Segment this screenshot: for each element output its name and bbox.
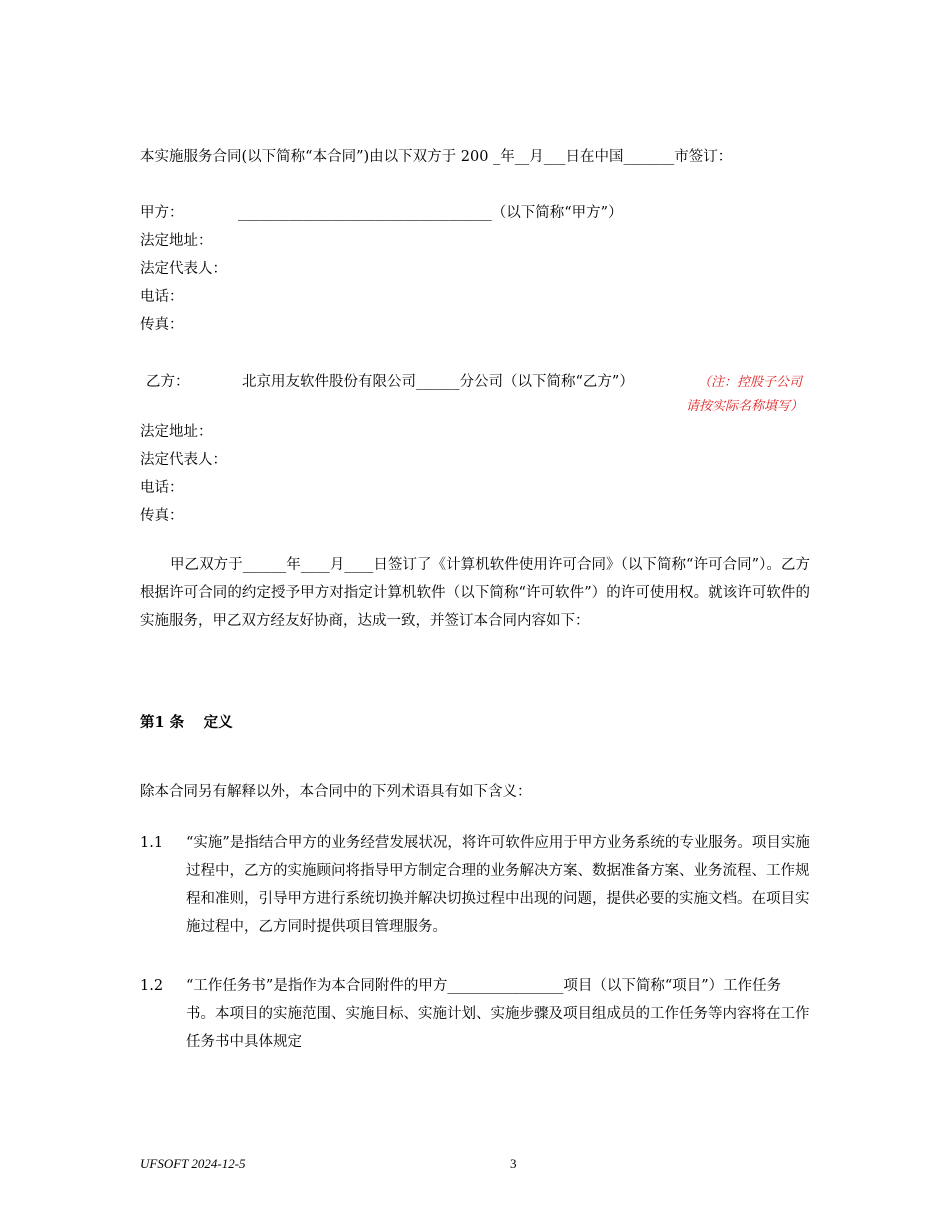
party-b-fax: 传真： — [140, 508, 184, 524]
item-1-1-text: “实施”是指结合甲方的业务经营发展状况，将许可软件应用于甲方业务系统的专业服务。项目实施过程中，乙方的实施顾问将指导甲方制定合理的业务解决方案、数据准备方案、业务流程、工作规程和准则，引导甲方进行系统切换并解决切换过程中出现的问题，提供必要的实施文档。在项目实施过程中，乙方同时提供项目管理服务。 — [186, 835, 810, 935]
item-1-2-text: “工作任务书”是指作为本合同附件的甲方________________项目（以下简称“项目”）工作任务书。本项目的实施范围、实施目标、实施计划、实施步骤及项目组成员的工作任务等内容将在工作任务书中具体规定 — [186, 978, 810, 1050]
party-b-rep: 法定代表人： — [140, 452, 227, 468]
party-b-phone: 电话： — [140, 480, 184, 496]
party-a-label: 甲方： — [140, 205, 184, 221]
party-a-fax: 传真： — [140, 317, 184, 333]
party-a-rep: 法定代表人： — [140, 261, 227, 277]
item-1-2-number: 1.2 — [140, 978, 164, 994]
party-b-value: 北京用友软件股份有限公司______分公司（以下简称“乙方”） — [242, 374, 634, 390]
item-1-1-number: 1.1 — [140, 835, 164, 851]
party-a-address: 法定地址： — [140, 233, 213, 249]
article-1-lead: 除本合同另有解释以外，本合同中的下列术语具有如下含义： — [140, 784, 532, 800]
footer-label: UFSOFT 2024-12-5 — [140, 1156, 246, 1171]
party-b-address: 法定地址： — [140, 424, 213, 440]
party-a-phone: 电话： — [140, 289, 184, 305]
party-b-note-line1: （注：控股子公司 — [698, 375, 803, 390]
party-b-note-line2: 请按实际名称填写） — [686, 399, 804, 414]
page-number: 3 — [510, 1156, 517, 1171]
article-1-title: 第1 条 定义 — [140, 714, 233, 731]
party-a-value: ___________________________________（以下简称“甲方”） — [238, 205, 623, 221]
preamble-paragraph: 甲乙双方于______年____月____日签订了《计算机软件使用许可合同》（以下简称“许可合同”）。乙方根据许可合同的约定授予甲方对指定计算机软件（以下简称“许可软件”）的许可使用权。就该许可软件的实施服务，甲乙双方经友好协商，达成一致，并签订本合同内容如下： — [140, 557, 810, 629]
intro-line: 本实施服务合同(以下简称“本合同”)由以下双方于 200 _年__月___日在中国_______市签订： — [140, 149, 733, 165]
party-b-label: 乙方： — [146, 374, 190, 390]
